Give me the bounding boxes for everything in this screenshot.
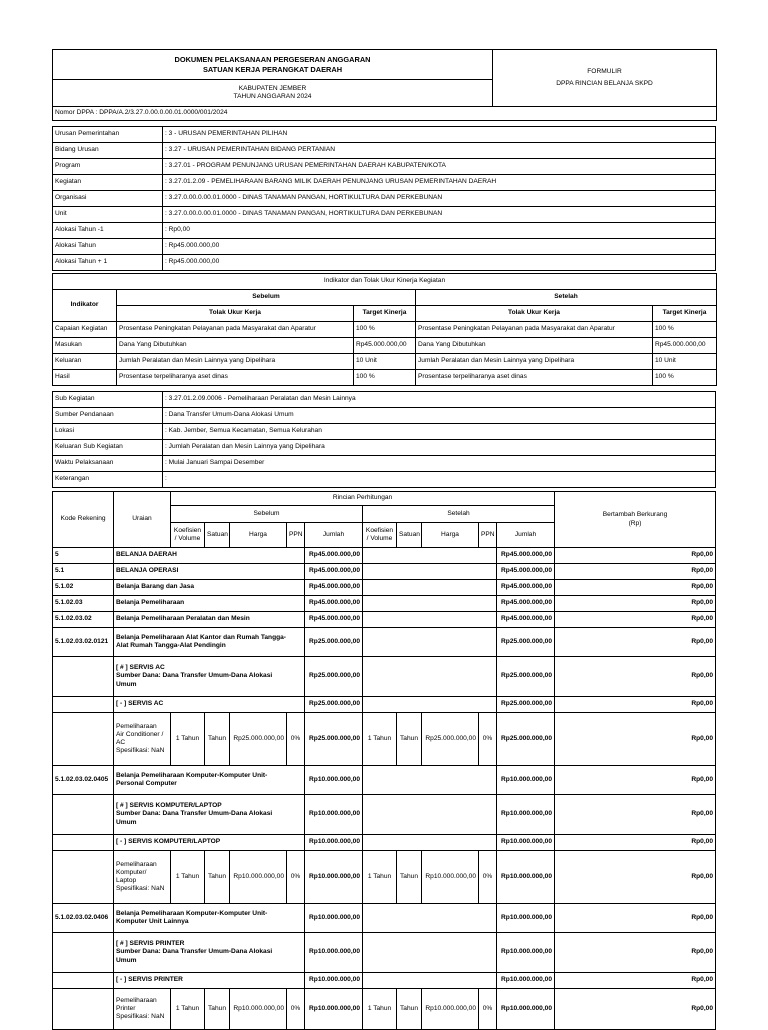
- tolak-sebelum: Dana Yang Dibutuhkan: [117, 338, 354, 354]
- target-sebelum: 100 %: [354, 322, 416, 338]
- uraian-line: Belanja Pemeliharaan Alat Kantor dan Rumah Tangga-: [116, 633, 287, 641]
- uraian-item: [114, 851, 171, 904]
- sub-kegiatan-table: [52, 391, 716, 488]
- empty-setelah: [363, 766, 497, 795]
- selisih: Rp0,00: [555, 628, 716, 657]
- uraian-item: [114, 989, 171, 1030]
- col-rincian-setelah: Setelah: [363, 506, 555, 523]
- jumlah-setelah: Rp10.000.000,00: [497, 904, 555, 933]
- funding-source: Sumber Dana: Dana Transfer Umum-Dana Alokasi: [116, 948, 273, 956]
- info-row: [53, 191, 716, 207]
- bertambah-label: Bertambah Berkurang: [602, 511, 668, 519]
- rincian-row: [53, 612, 716, 628]
- rincian-row: [53, 973, 716, 989]
- jumlah-sebelum: Rp25.000.000,00: [305, 628, 363, 657]
- info-row: [53, 207, 716, 223]
- uraian: [114, 628, 305, 657]
- rincian-row: [53, 904, 716, 933]
- selisih: Rp0,00: [555, 713, 716, 766]
- col-rincian-sebelum: Sebelum: [171, 506, 363, 523]
- kode-rekening: 5.1.02: [53, 580, 114, 596]
- jumlah-setelah: Rp25.000.000,00: [497, 697, 555, 713]
- empty-setelah: [363, 657, 497, 697]
- jumlah-sebelum: Rp45.000.000,00: [305, 612, 363, 628]
- indikator-name: Hasil: [53, 370, 117, 386]
- rincian-row: [53, 564, 716, 580]
- uraian-line: Belanja Pemeliharaan Komputer-Komputer Unit-: [116, 771, 268, 779]
- indikator-section-title: Indikator dan Tolak Ukur Kinerja Kegiatan: [53, 274, 717, 290]
- uraian-line: Komputer Unit Lainnya: [116, 918, 189, 925]
- info-value: : 3.27.01.2.09 - PEMELIHARAAN BARANG MILIK DAERAH PENUNJANG URUSAN PEMERINTAHAN DAERAH: [163, 175, 716, 191]
- item-line: Komputer/: [116, 868, 147, 876]
- selisih: Rp0,00: [555, 989, 716, 1030]
- tolak-setelah: Prosentase terpeliharanya aset dinas: [416, 370, 653, 386]
- dppa-document: [52, 49, 716, 1030]
- kode-rekening: [53, 989, 114, 1030]
- empty-setelah: [363, 795, 497, 835]
- tolak-setelah: Prosentase Peningkatan Pelayanan pada Masyarakat dan Aparatur: [416, 322, 653, 338]
- indikator-table: [52, 273, 717, 386]
- satuan-sebelum: Tahun: [205, 713, 230, 766]
- indikator-row: [53, 370, 717, 386]
- uraian: Belanja Pemeliharaan: [114, 596, 305, 612]
- info-value: : Rp45.000.000,00: [163, 239, 716, 255]
- uraian-line: Belanja Pemeliharaan Komputer-Komputer Unit-: [116, 909, 268, 917]
- kode-rekening: 5: [53, 548, 114, 564]
- satuan-sebelum: Tahun: [205, 989, 230, 1030]
- selisih: Rp0,00: [555, 904, 716, 933]
- empty-setelah: [363, 596, 497, 612]
- empty-setelah: [363, 628, 497, 657]
- info-value: : 3.27.0.00.0.00.01.0000 - DINAS TANAMAN PANGAN, HORTIKULTURA DAN PERKEBUNAN: [163, 191, 716, 207]
- uraian: [ - ] SERVIS KOMPUTER/LAPTOP: [114, 835, 305, 851]
- rincian-row: [53, 766, 716, 795]
- tolak-sebelum: Prosentase Peningkatan Pelayanan pada Masyarakat dan Aparatur: [117, 322, 354, 338]
- jumlah-sebelum: Rp25.000.000,00: [305, 657, 363, 697]
- kode-rekening: 5.1.02.03.02.0121: [53, 628, 114, 657]
- jumlah-setelah: Rp25.000.000,00: [497, 713, 555, 766]
- document-header: [52, 49, 717, 121]
- selisih: Rp0,00: [555, 612, 716, 628]
- sub-value: : 3.27.01.2.09.0006 - Pemeliharaan Peralatan dan Mesin Lainnya: [163, 392, 716, 408]
- target-setelah: 100 %: [653, 370, 717, 386]
- item-line: Air Conditioner /: [116, 730, 164, 738]
- col-tolak-setelah: Tolak Ukur Kerja: [416, 306, 653, 322]
- kode-rekening: [53, 657, 114, 697]
- region-year: [53, 80, 493, 107]
- selisih: Rp0,00: [555, 973, 716, 989]
- kode-rekening: [53, 973, 114, 989]
- col-satuan-1: Satuan: [205, 523, 230, 548]
- sub-label: Sumber Pendanaan: [53, 408, 163, 424]
- indikator-name: Masukan: [53, 338, 117, 354]
- col-bertambah: [555, 492, 716, 548]
- ppn-sebelum: 0%: [287, 713, 305, 766]
- jumlah-setelah: Rp45.000.000,00: [497, 580, 555, 596]
- col-kode-rekening: Kode Rekening: [53, 492, 114, 548]
- col-rincian: Rincian Perhitungan: [171, 492, 555, 506]
- target-sebelum: Rp45.000.000,00: [354, 338, 416, 354]
- indikator-name: Capaian Kegiatan: [53, 322, 117, 338]
- col-koef-1: Koefisien / Volume: [171, 523, 205, 548]
- jumlah-setelah: Rp10.000.000,00: [497, 766, 555, 795]
- selisih: Rp0,00: [555, 933, 716, 973]
- sub-label: Keterangan: [53, 472, 163, 488]
- col-jumlah-1: Jumlah: [305, 523, 363, 548]
- uraian-item: [114, 713, 171, 766]
- selisih: Rp0,00: [555, 766, 716, 795]
- kode-rekening: [53, 713, 114, 766]
- satuan-setelah: Tahun: [397, 989, 422, 1030]
- selisih: Rp0,00: [555, 697, 716, 713]
- uraian: Belanja Pemeliharaan Peralatan dan Mesin: [114, 612, 305, 628]
- jumlah-sebelum: Rp45.000.000,00: [305, 596, 363, 612]
- rp-label: (Rp): [628, 519, 642, 527]
- sub-value: : Jumlah Peralatan dan Mesin Lainnya yang Dipelihara: [163, 440, 716, 456]
- sub-row: [53, 424, 716, 440]
- jumlah-sebelum: Rp10.000.000,00: [305, 766, 363, 795]
- rincian-row: [53, 989, 716, 1030]
- region-name: KABUPATEN JEMBER: [238, 84, 307, 92]
- col-sebelum: Sebelum: [117, 290, 416, 306]
- jumlah-setelah: Rp45.000.000,00: [497, 564, 555, 580]
- jumlah-setelah: Rp25.000.000,00: [497, 628, 555, 657]
- koef-setelah: 1 Tahun: [363, 713, 397, 766]
- target-setelah: 100 %: [653, 322, 717, 338]
- jumlah-sebelum: Rp45.000.000,00: [305, 580, 363, 596]
- dppa-number: Nomor DPPA : DPPA/A.2/3.27.0.00.0.00.01.0000/001/2024: [53, 107, 717, 121]
- ppn-setelah: 0%: [479, 713, 497, 766]
- uraian: [114, 933, 305, 973]
- item-line: Pemeliharaan: [116, 860, 157, 868]
- satuan-setelah: Tahun: [397, 851, 422, 904]
- ppn-setelah: 0%: [479, 851, 497, 904]
- col-ppn-2: PPN: [479, 523, 497, 548]
- group-title: [ # ] SERVIS KOMPUTER/LAPTOP: [116, 802, 222, 810]
- sub-label: Lokasi: [53, 424, 163, 440]
- indikator-row: [53, 322, 717, 338]
- uraian: [114, 657, 305, 697]
- jumlah-sebelum: Rp10.000.000,00: [305, 851, 363, 904]
- uraian-line: Personal Computer: [116, 780, 177, 787]
- info-label: Bidang Urusan: [53, 143, 163, 159]
- jumlah-setelah: Rp10.000.000,00: [497, 989, 555, 1030]
- selisih: Rp0,00: [555, 657, 716, 697]
- info-value: : Rp45.000.000,00: [163, 255, 716, 271]
- sub-value: : Mulai Januari Sampai Desember: [163, 456, 716, 472]
- uraian: BELANJA DAERAH: [114, 548, 305, 564]
- satuan-sebelum: Tahun: [205, 851, 230, 904]
- info-label: Alokasi Tahun: [53, 239, 163, 255]
- group-title: [ # ] SERVIS AC: [116, 664, 165, 672]
- sub-label: Keluaran Sub Kegiatan: [53, 440, 163, 456]
- rincian-row: [53, 548, 716, 564]
- jumlah-setelah: Rp10.000.000,00: [497, 835, 555, 851]
- info-label: Organisasi: [53, 191, 163, 207]
- tolak-sebelum: Jumlah Peralatan dan Mesin Lainnya yang Dipelihara: [117, 354, 354, 370]
- info-row: [53, 255, 716, 271]
- kode-rekening: [53, 697, 114, 713]
- item-line: AC: [116, 739, 126, 746]
- jumlah-sebelum: Rp10.000.000,00: [305, 933, 363, 973]
- info-row: [53, 239, 716, 255]
- tolak-sebelum: Prosentase terpeliharanya aset dinas: [117, 370, 354, 386]
- form-name: DPPA RINCIAN BELANJA SKPD: [556, 80, 653, 87]
- col-jumlah-2: Jumlah: [497, 523, 555, 548]
- info-row: [53, 175, 716, 191]
- empty-setelah: [363, 904, 497, 933]
- uraian: [114, 795, 305, 835]
- koef-setelah: 1 Tahun: [363, 851, 397, 904]
- empty-setelah: [363, 580, 497, 596]
- selisih: Rp0,00: [555, 548, 716, 564]
- document-title: [53, 50, 493, 80]
- rincian-row: [53, 933, 716, 973]
- info-label: Alokasi Tahun -1: [53, 223, 163, 239]
- info-value: : 3.27.0.00.0.00.01.0000 - DINAS TANAMAN PANGAN, HORTIKULTURA DAN PERKEBUNAN: [163, 207, 716, 223]
- sub-row: [53, 392, 716, 408]
- jumlah-setelah: Rp45.000.000,00: [497, 596, 555, 612]
- harga-setelah: Rp25.000.000,00: [422, 713, 479, 766]
- jumlah-setelah: Rp10.000.000,00: [497, 795, 555, 835]
- info-label: Urusan Pemerintahan: [53, 127, 163, 143]
- rincian-row: [53, 835, 716, 851]
- info-row: [53, 159, 716, 175]
- kode-rekening: 5.1.02.03.02.0405: [53, 766, 114, 795]
- target-sebelum: 10 Unit: [354, 354, 416, 370]
- tolak-setelah: Jumlah Peralatan dan Mesin Lainnya yang Dipelihara: [416, 354, 653, 370]
- rincian-row: [53, 580, 716, 596]
- funding-source: Sumber Dana: Dana Transfer Umum-Dana Alokasi: [116, 672, 273, 680]
- rincian-row: [53, 697, 716, 713]
- sub-row: [53, 456, 716, 472]
- item-line: Pemeliharaan: [116, 996, 157, 1004]
- uraian: Belanja Barang dan Jasa: [114, 580, 305, 596]
- item-line: Laptop: [116, 877, 137, 884]
- selisih: Rp0,00: [555, 596, 716, 612]
- koef-setelah: 1 Tahun: [363, 989, 397, 1030]
- selisih: Rp0,00: [555, 795, 716, 835]
- harga-sebelum: Rp10.000.000,00: [230, 989, 287, 1030]
- uraian: [114, 904, 305, 933]
- uraian: [ - ] SERVIS PRINTER: [114, 973, 305, 989]
- empty-setelah: [363, 612, 497, 628]
- koef-sebelum: 1 Tahun: [171, 989, 205, 1030]
- jumlah-sebelum: Rp45.000.000,00: [305, 548, 363, 564]
- program-info-table: [52, 126, 716, 271]
- col-target-sebelum: Target Kinerja: [354, 306, 416, 322]
- sub-label: Waktu Pelaksanaan: [53, 456, 163, 472]
- form-label: FORMULIR: [587, 67, 622, 75]
- title-line-2: SATUAN KERJA PERANGKAT DAERAH: [202, 64, 343, 74]
- col-uraian: Uraian: [114, 492, 171, 548]
- sub-value: : Kab. Jember, Semua Kecamatan, Semua Kelurahan: [163, 424, 716, 440]
- sub-label: Sub Kegiatan: [53, 392, 163, 408]
- jumlah-sebelum: Rp10.000.000,00: [305, 795, 363, 835]
- col-tolak-sebelum: Tolak Ukur Kerja: [117, 306, 354, 322]
- col-setelah: Setelah: [416, 290, 717, 306]
- selisih: Rp0,00: [555, 835, 716, 851]
- budget-year: TAHUN ANGGARAN 2024: [233, 93, 312, 100]
- harga-sebelum: Rp25.000.000,00: [230, 713, 287, 766]
- harga-setelah: Rp10.000.000,00: [422, 989, 479, 1030]
- col-ppn-1: PPN: [287, 523, 305, 548]
- rincian-row: [53, 851, 716, 904]
- funding-source-cont: Umum: [116, 680, 137, 688]
- indikator-row: [53, 338, 717, 354]
- funding-source-cont: Umum: [116, 956, 137, 964]
- uraian: [114, 766, 305, 795]
- selisih: Rp0,00: [555, 851, 716, 904]
- funding-source-cont: Umum: [116, 818, 137, 826]
- col-satuan-2: Satuan: [397, 523, 422, 548]
- group-title: [ # ] SERVIS PRINTER: [116, 940, 185, 948]
- selisih: Rp0,00: [555, 564, 716, 580]
- form-box: [493, 50, 717, 107]
- empty-setelah: [363, 548, 497, 564]
- item-line: Spesifikasi: NaN: [116, 747, 165, 755]
- kode-rekening: 5.1.02.03.02: [53, 612, 114, 628]
- jumlah-sebelum: Rp10.000.000,00: [305, 904, 363, 933]
- jumlah-setelah: Rp10.000.000,00: [497, 973, 555, 989]
- rincian-row: [53, 596, 716, 612]
- info-label: Alokasi Tahun + 1: [53, 255, 163, 271]
- jumlah-setelah: Rp45.000.000,00: [497, 548, 555, 564]
- kode-rekening: [53, 835, 114, 851]
- jumlah-sebelum: Rp10.000.000,00: [305, 835, 363, 851]
- kode-rekening: 5.1: [53, 564, 114, 580]
- rincian-table: [52, 491, 716, 1030]
- selisih: Rp0,00: [555, 580, 716, 596]
- jumlah-sebelum: Rp10.000.000,00: [305, 989, 363, 1030]
- jumlah-setelah: Rp25.000.000,00: [497, 657, 555, 697]
- uraian: BELANJA OPERASI: [114, 564, 305, 580]
- kode-rekening: [53, 933, 114, 973]
- col-target-setelah: Target Kinerja: [653, 306, 717, 322]
- info-label: Program: [53, 159, 163, 175]
- harga-sebelum: Rp10.000.000,00: [230, 851, 287, 904]
- item-line: Spesifikasi: NaN: [116, 885, 165, 893]
- jumlah-setelah: Rp10.000.000,00: [497, 933, 555, 973]
- rincian-row: [53, 628, 716, 657]
- jumlah-sebelum: Rp25.000.000,00: [305, 697, 363, 713]
- empty-setelah: [363, 973, 497, 989]
- col-harga-2: Harga: [422, 523, 479, 548]
- kode-rekening: 5.1.02.03.02.0406: [53, 904, 114, 933]
- title-line-1: DOKUMEN PELAKSANAAN PERGESERAN ANGGARAN: [174, 55, 371, 65]
- harga-setelah: Rp10.000.000,00: [422, 851, 479, 904]
- info-row: [53, 223, 716, 239]
- info-value: : 3.27.01 - PROGRAM PENUNJANG URUSAN PEMERINTAHAN DAERAH KABUPATEN/KOTA: [163, 159, 716, 175]
- ppn-sebelum: 0%: [287, 851, 305, 904]
- tolak-setelah: Dana Yang Dibutuhkan: [416, 338, 653, 354]
- jumlah-sebelum: Rp25.000.000,00: [305, 713, 363, 766]
- ppn-sebelum: 0%: [287, 989, 305, 1030]
- info-value: : 3 - URUSAN PEMERINTAHAN PILIHAN: [163, 127, 716, 143]
- target-sebelum: 100 %: [354, 370, 416, 386]
- info-label: Kegiatan: [53, 175, 163, 191]
- col-indikator: Indikator: [53, 290, 117, 322]
- item-line: Printer: [116, 1004, 136, 1012]
- target-setelah: 10 Unit: [653, 354, 717, 370]
- col-harga-1: Harga: [230, 523, 287, 548]
- item-line: Spesifikasi: NaN: [116, 1013, 165, 1021]
- sub-value: : Dana Transfer Umum-Dana Alokasi Umum: [163, 408, 716, 424]
- info-value: : 3.27 - URUSAN PEMERINTAHAN BIDANG PERTANIAN: [163, 143, 716, 159]
- uraian: [ - ] SERVIS AC: [114, 697, 305, 713]
- koef-sebelum: 1 Tahun: [171, 851, 205, 904]
- info-label: Unit: [53, 207, 163, 223]
- rincian-row: [53, 657, 716, 697]
- jumlah-sebelum: Rp45.000.000,00: [305, 564, 363, 580]
- ppn-setelah: 0%: [479, 989, 497, 1030]
- sub-row: [53, 472, 716, 488]
- sub-value: :: [163, 472, 716, 488]
- sub-row: [53, 440, 716, 456]
- funding-source: Sumber Dana: Dana Transfer Umum-Dana Alokasi: [116, 810, 273, 818]
- koef-sebelum: 1 Tahun: [171, 713, 205, 766]
- indikator-row: [53, 354, 717, 370]
- satuan-setelah: Tahun: [397, 713, 422, 766]
- jumlah-setelah: Rp10.000.000,00: [497, 851, 555, 904]
- jumlah-setelah: Rp45.000.000,00: [497, 612, 555, 628]
- indikator-name: Keluaran: [53, 354, 117, 370]
- jumlah-sebelum: Rp10.000.000,00: [305, 973, 363, 989]
- kode-rekening: 5.1.02.03: [53, 596, 114, 612]
- col-koef-2: Koefisien / Volume: [363, 523, 397, 548]
- kode-rekening: [53, 851, 114, 904]
- kode-rekening: [53, 795, 114, 835]
- empty-setelah: [363, 564, 497, 580]
- sub-row: [53, 408, 716, 424]
- empty-setelah: [363, 697, 497, 713]
- empty-setelah: [363, 933, 497, 973]
- uraian-line: Alat Rumah Tangga-Alat Pendingin: [116, 642, 226, 649]
- rincian-row: [53, 795, 716, 835]
- item-line: Pemeliharaan: [116, 722, 157, 730]
- rincian-row: [53, 713, 716, 766]
- info-row: [53, 127, 716, 143]
- target-setelah: Rp45.000.000,00: [653, 338, 717, 354]
- info-row: [53, 143, 716, 159]
- empty-setelah: [363, 835, 497, 851]
- info-value: : Rp0,00: [163, 223, 716, 239]
